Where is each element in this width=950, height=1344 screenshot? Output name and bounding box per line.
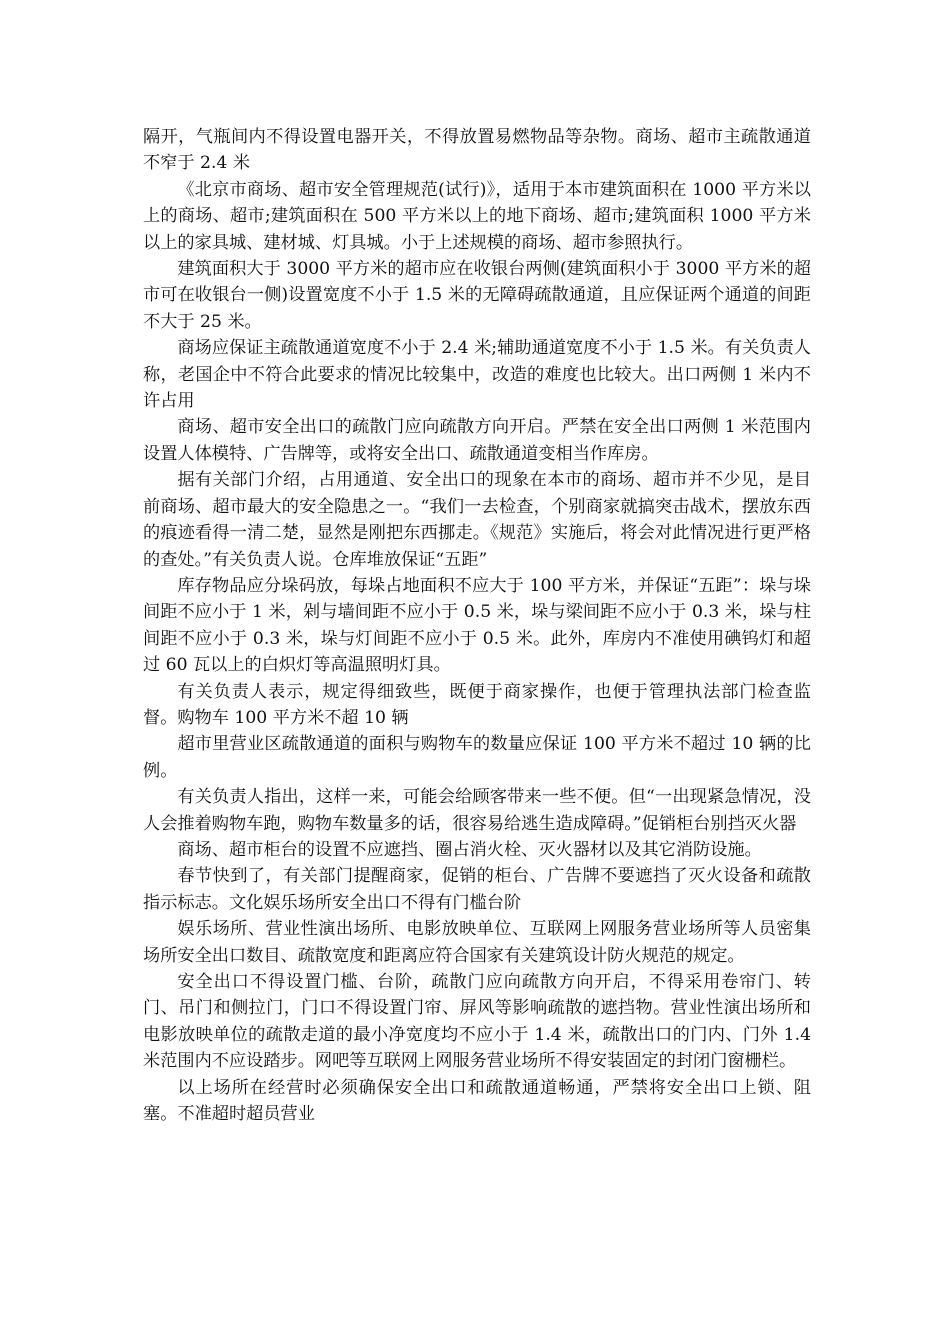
paragraph-3: 建筑面积大于 3000 平方米的超市应在收银台两侧(建筑面积小于 3000 平方米的超市可在收银台一侧)设置宽度不小于 1.5 米的无障碍疏散通道，且应保证两个通道的间距不大于 25 米。 bbox=[143, 259, 811, 332]
paragraph-6: 据有关部门介绍，占用通道、安全出口的现象在本市的商场、超市并不少见，是目前商场、超市最大的安全隐患之一。“我们一去检查，个别商家就搞突击战术，摆放东西的痕迹看得一清二楚，显然是刚把东西挪走。《规范》实施后，将会对此情况进行更严格的查处。”有关负责人说。仓库堆放保证“五距” bbox=[143, 470, 811, 570]
paragraph-8: 有关负责人表示，规定得细致些，既便于商家操作，也便于管理执法部门检查监督。购物车 100 平方米不超 10 辆 bbox=[143, 681, 811, 728]
paragraph-13: 娱乐场所、营业性演出场所、电影放映单位、互联网上网服务营业场所等人员密集场所安全出口数目、疏散宽度和距离应符合国家有关建筑设计防火规范的规定。 bbox=[143, 919, 811, 966]
paragraph-7: 库存物品应分垛码放，每垛占地面积不应大于 100 平方米，并保证“五距”：垛与垛间距不应小于 1 米，剁与墙间距不应小于 0.5 米，垛与梁间距不应小于 0.3 米，垛与柱间距不应小于 0.3 米，垛与灯间距不应小于 0.5 米。此外，库房内不准使用碘钨灯和超过 60 瓦以上的白炽灯等高温照明灯具。 bbox=[143, 575, 811, 676]
paragraph-12: 春节快到了，有关部门提醒商家，促销的柜台、广告牌不要遮挡了灭火设备和疏散指示标志。文化娱乐场所安全出口不得有门槛台阶 bbox=[143, 866, 811, 913]
paragraph-11: 商场、超市柜台的设置不应遮挡、圈占消火栓、灭火器材以及其它消防设施。 bbox=[177, 839, 762, 860]
paragraph-2: 《北京市商场、超市安全管理规范(试行)》，适用于本市建筑面积在 1000 平方米以上的商场、超市;建筑面积在 500 平方米以上的地下商场、超市;建筑面积 1000 平方米以上的家具城、建材城、灯具城。小于上述规模的商场、超市参照执行。 bbox=[143, 179, 811, 253]
paragraph-1: 隔开，气瓶间内不得设置电器开关，不得放置易燃物品等杂物。商场、超市主疏散通道不窄于 2.4 米 bbox=[143, 127, 811, 174]
paragraph-4: 商场应保证主疏散通道宽度不小于 2.4 米;辅助通道宽度不小于 1.5 米。有关负责人称，老国企中不符合此要求的情况比较集中，改造的难度也比较大。出口两侧 1 米内不许占用 bbox=[143, 338, 811, 412]
paragraph-14: 安全出口不得设置门槛、台阶，疏散门应向疏散方向开启，不得采用卷帘门、转门、吊门和侧拉门，门口不得设置门帘、屏风等影响疏散的遮挡物。营业性演出场所和电影放映单位的疏散走道的最小净宽度均不应小于 1.4 米，疏散出口的门内、门外 1.4 米范围内不应设踏步。网吧等互联网上网服务营业场所不得安装固定的封闭门窗栅栏。 bbox=[143, 972, 811, 1072]
paragraph-15: 以上场所在经营时必须确保安全出口和疏散通道畅通，严禁将安全出口上锁、阻塞。不准超时超员营业 bbox=[143, 1077, 811, 1125]
paragraph-5: 商场、超市安全出口的疏散门应向疏散方向开启。严禁在安全出口两侧 1 米范围内设置人体模特、广告牌等，或将安全出口、疏散通道变相当作库房。 bbox=[143, 417, 811, 464]
document-body bbox=[143, 124, 811, 1127]
paragraph-10: 有关负责人指出，这样一来，可能会给顾客带来一些不便。但“一出现紧急情况，没人会推着购物车跑，购物车数量多的话，很容易给逃生造成障碍。”促销柜台别挡灭火器 bbox=[143, 787, 811, 834]
paragraph-9: 超市里营业区疏散通道的面积与购物车的数量应保证 100 平方米不超过 10 辆的比例。 bbox=[143, 734, 811, 781]
